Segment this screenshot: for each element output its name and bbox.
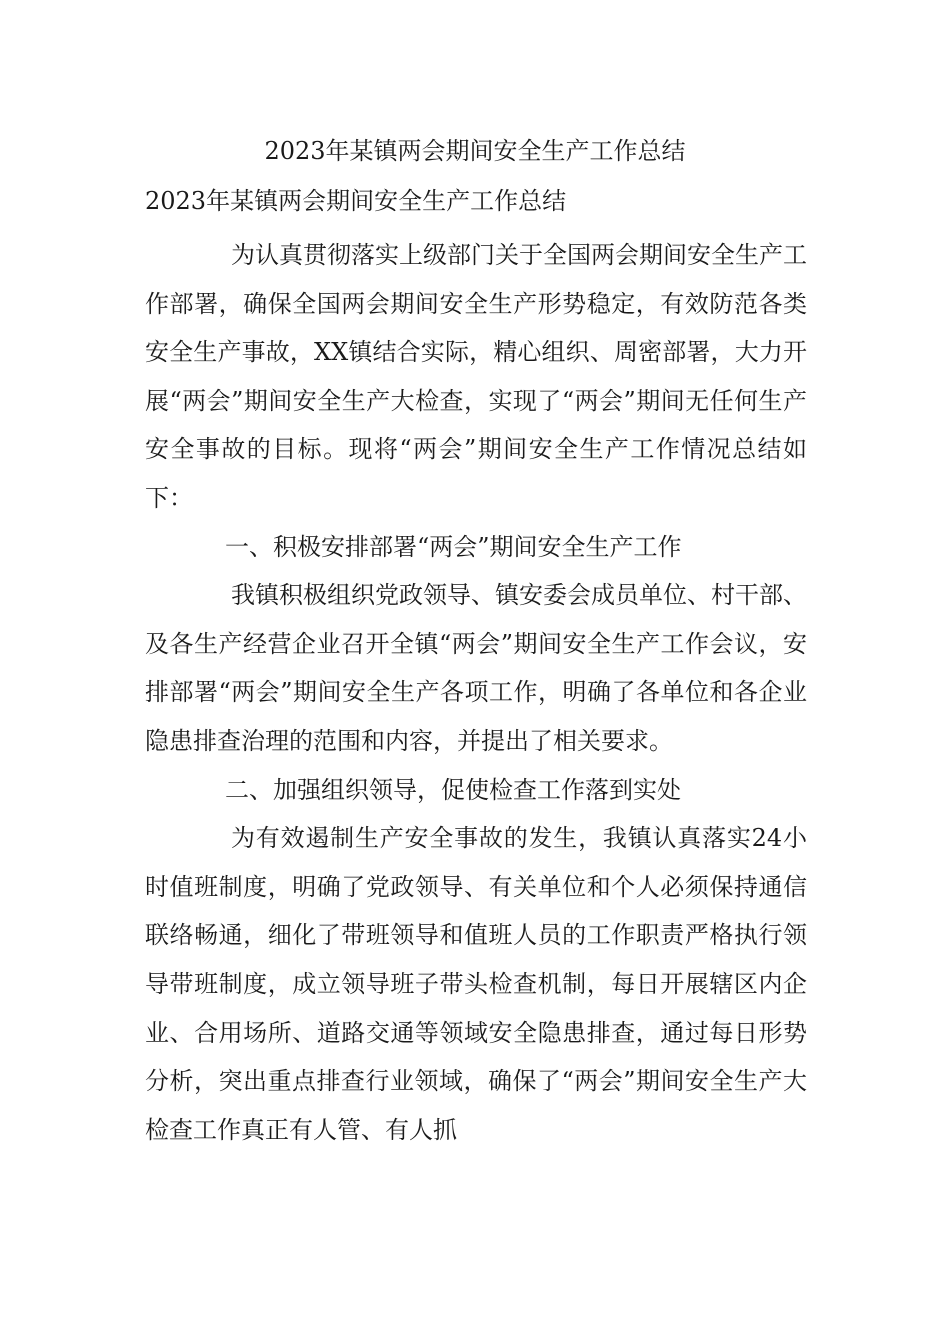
intro-paragraph: 为认真贯彻落实上级部门关于全国两会期间安全生产工作部署，确保全国两会期间安全生产形势稳定，有效防范各类安全生产事故，XX镇结合实际，精心组织、周密部署，大力开展“两会”期间安全生产大检查，实现了“两会”期间无任何生产安全事故的目标。现将“两会”期间安全生产工作情况总结如下： [145,241,807,512]
section-2-paragraph: 为有效遏制生产安全事故的发生，我镇认真落实24小时值班制度，明确了党政领导、有关单位和个人必须保持通信联络畅通，细化了带班领导和值班人员的工作职责严格执行领导带班制度，成立领导班子带头检查机制，每日开展辖区内企业、合用场所、道路交通等领域安全隐患排查，通过每日形势分析，突出重点排查行业领域，确保了“两会”期间安全生产大检查工作真正有人管、有人抓 [145,824,807,1144]
section-1-heading: 一、积极安排部署“两会”期间安全生产工作 [225,532,682,561]
document-body [145,231,807,1154]
section-1-paragraph: 我镇积极组织党政领导、镇安委会成员单位、村干部、及各生产经营企业召开全镇“两会”期间安全生产工作会议，安排部署“两会”期间安全生产各项工作，明确了各单位和各企业隐患排查治理的范围和内容，并提出了相关要求。 [145,581,807,755]
section-2-heading: 二、加强组织领导，促使检查工作落到实处 [225,775,681,804]
document-subtitle: 2023年某镇两会期间安全生产工作总结 [145,187,567,215]
document-title: 2023年某镇两会期间安全生产工作总结 [264,137,686,165]
